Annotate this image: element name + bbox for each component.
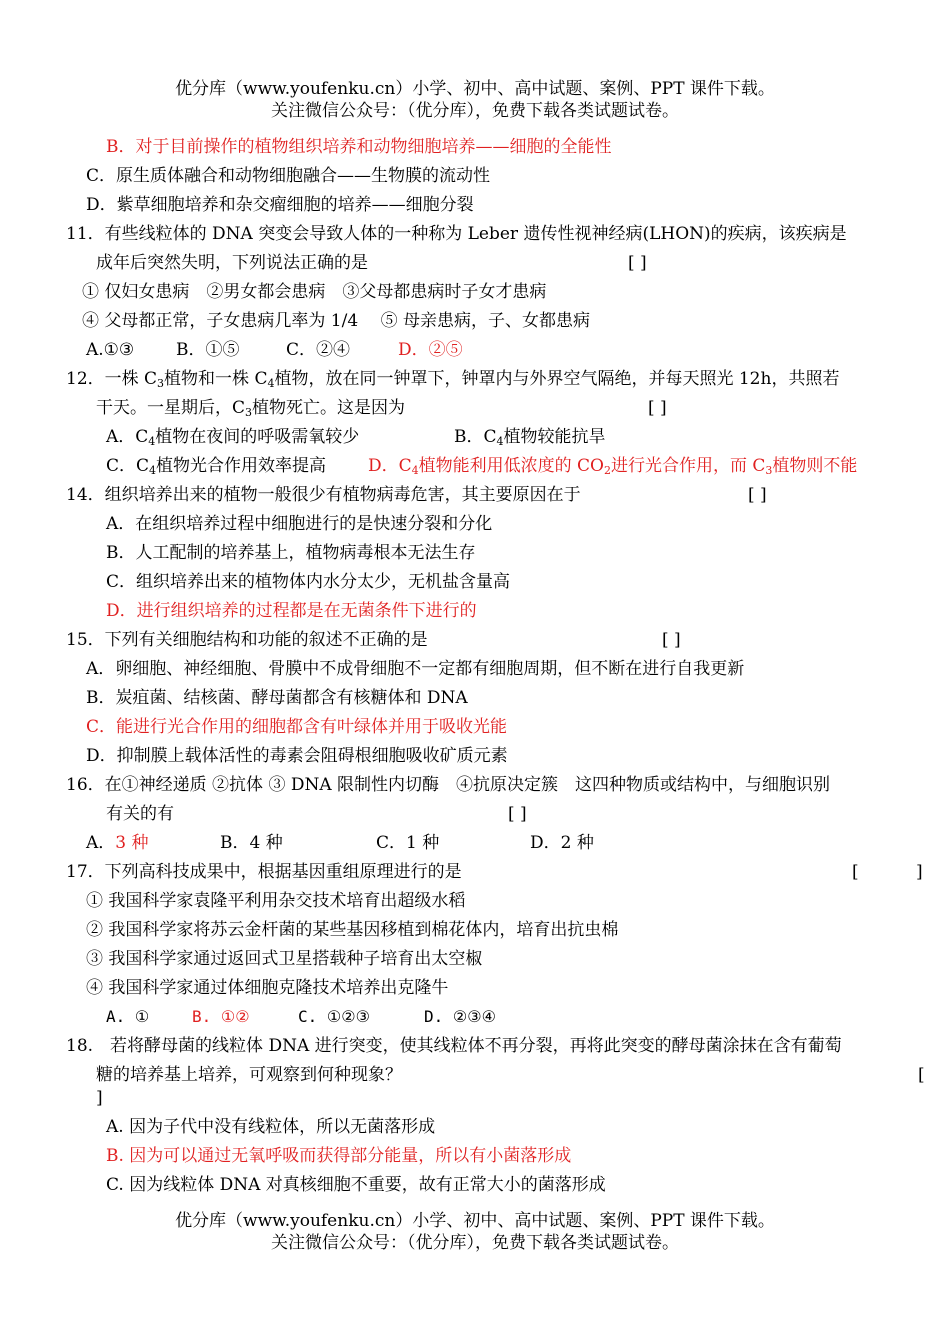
q15-option-a: A．卵细胞、神经细胞、骨膜中不成骨细胞不一定都有细胞周期，但不断在进行自我更新 (86, 659, 745, 679)
q11-items-line-1: ① 仅妇女患病 ②男女都会患病 ③父母都患病时子女才患病 (82, 282, 547, 302)
q14-option-c: C．组织培养出来的植物体内水分太少，无机盐含量高 (106, 572, 511, 592)
q12-option-c: C．$C_4$植物光合作用效率提高 (106, 456, 327, 477)
header-line-2: 关注微信公众号：（优分库），免费下载各类试题试卷。 (271, 101, 679, 121)
q11-stem-line-2: 成年后突然失明，下列说法正确的是 (96, 253, 368, 273)
q17-stem: 17．下列高科技成果中，根据基因重组原理进行的是 (66, 862, 462, 882)
q11-answer-bracket: [ ] (628, 253, 647, 273)
footer-line-2: 关注微信公众号：（优分库），免费下载各类试题试卷。 (271, 1233, 679, 1253)
q14-option-d: D．进行组织培养的过程都是在无菌条件下进行的 (106, 601, 477, 621)
q17-item-3: ③ 我国科学家通过返回式卫星搭载种子培育出太空椒 (86, 949, 483, 969)
q12-answer-bracket: [ ] (648, 398, 667, 418)
q18-option-c: C. 因为线粒体 DNA 对真核细胞不重要，故有正常大小的菌落形成 (106, 1175, 606, 1195)
q17-option-a: A. ① (106, 1007, 150, 1026)
q14-answer-bracket: [ ] (748, 485, 767, 505)
q11-option-b: B．①⑤ (176, 340, 240, 360)
q12-stem-line-2: 干天。一星期后，$C_3$植物死亡。这是因为 (96, 398, 406, 419)
q16-option-c: C．1 种 (376, 833, 440, 853)
q15-stem: 15．下列有关细胞结构和功能的叙述不正确的是 (66, 630, 428, 650)
q16-stem-line-2: 有关的有 (106, 804, 174, 824)
q18-bracket-right: ] (96, 1088, 103, 1108)
q11-items-line-2: ④ 父母都正常，子女患病几率为 1/4 ⑤ 母亲患病，子、女都患病 (82, 311, 590, 331)
q16-answer-bracket: [ ] (508, 804, 527, 824)
q11-option-d: D．②⑤ (398, 340, 463, 360)
q15-option-b: B．炭疽菌、结核菌、酵母菌都含有核糖体和 DNA (86, 688, 468, 708)
q15-answer-bracket: [ ] (662, 630, 681, 650)
q17-option-b: B. ①② (192, 1007, 250, 1026)
q10-option-b: B．对于目前操作的植物组织培养和动物细胞培养——细胞的全能性 (106, 137, 612, 157)
q18-option-a: A. 因为子代中没有线粒体，所以无菌落形成 (106, 1117, 436, 1137)
q14-option-b: B．人工配制的培养基上，植物病毒根本无法生存 (106, 543, 476, 563)
q11-option-a: A.①③ (86, 340, 135, 360)
q16-option-b: B．4 种 (220, 833, 283, 853)
q16-option-d: D．2 种 (530, 833, 594, 853)
q18-option-b: B. 因为可以通过无氧呼吸而获得部分能量，所以有小菌落形成 (106, 1146, 572, 1166)
header-line-1: 优分库（www.youfenku.cn）小学、初中、高中试题、案例、PPT 课件下载。 (175, 79, 775, 99)
q17-item-2: ② 我国科学家将苏云金杆菌的某些基因移植到棉花体内，培育出抗虫棉 (86, 920, 619, 940)
q17-item-1: ① 我国科学家袁隆平利用杂交技术培育出超级水稻 (86, 891, 466, 911)
q14-stem: 14．组织培养出来的植物一般很少有植物病毒危害，其主要原因在于 (66, 485, 581, 505)
q12-option-b: B．$C_4$植物较能抗旱 (454, 427, 606, 448)
q16-option-a: A．3 种 (86, 833, 149, 853)
q17-bracket-left: [ (852, 862, 859, 882)
q12-stem-line-1: 12．一株 $C_3$植物和一株 $C_4$植物，放在同一钟罩下，钟罩内与外界空气隔绝，并每天照光 12h，共照若 (66, 369, 840, 390)
q11-option-c: C．②④ (286, 340, 351, 360)
q18-stem-line-1: 18. 若将酵母菌的线粒体 DNA 进行突变，使其线粒体不再分裂，再将此突变的酵母菌涂抹在含有葡萄 (66, 1036, 842, 1056)
q16-stem-line-1: 16．在①神经递质 ②抗体 ③ DNA 限制性内切酶 ④抗原决定簇 这四种物质或结构中，与细胞识别 (66, 775, 831, 795)
q18-stem-line-2: 糖的培养基上培养，可观察到何种现象？ (96, 1065, 402, 1085)
q15-option-d: D．抑制膜上载体活性的毒素会阻碍根细胞吸收矿质元素 (86, 746, 508, 766)
q17-bracket-right: ] (916, 862, 923, 882)
q17-option-d: D. ②③④ (424, 1007, 496, 1026)
q17-item-4: ④ 我国科学家通过体细胞克隆技术培养出克隆牛 (86, 978, 449, 998)
q10-option-c: C．原生质体融合和动物细胞融合——生物膜的流动性 (86, 166, 491, 186)
q17-option-c: C. ①②③ (298, 1007, 370, 1026)
q10-option-d: D．紫草细胞培养和杂交瘤细胞的培养——细胞分裂 (86, 195, 474, 215)
q11-stem-line-1: 11．有些线粒体的 DNA 突变会导致人体的一种称为 Leber 遗传性视神经病(LHON)的疾病，该疾病是 (66, 224, 847, 244)
q12-option-a: A．$C_4$植物在夜间的呼吸需氧较少 (106, 427, 360, 448)
q15-option-c: C．能进行光合作用的细胞都含有叶绿体并用于吸收光能 (86, 717, 508, 737)
q12-option-d: D．$C_4$植物能利用低浓度的 $CO_2$进行光合作用，而 $C_3$植物则不能 (368, 456, 858, 477)
q18-bracket-left: [ (918, 1065, 925, 1085)
footer-line-1: 优分库（www.youfenku.cn）小学、初中、高中试题、案例、PPT 课件下载。 (175, 1211, 775, 1231)
q14-option-a: A．在组织培养过程中细胞进行的是快速分裂和分化 (106, 514, 493, 534)
